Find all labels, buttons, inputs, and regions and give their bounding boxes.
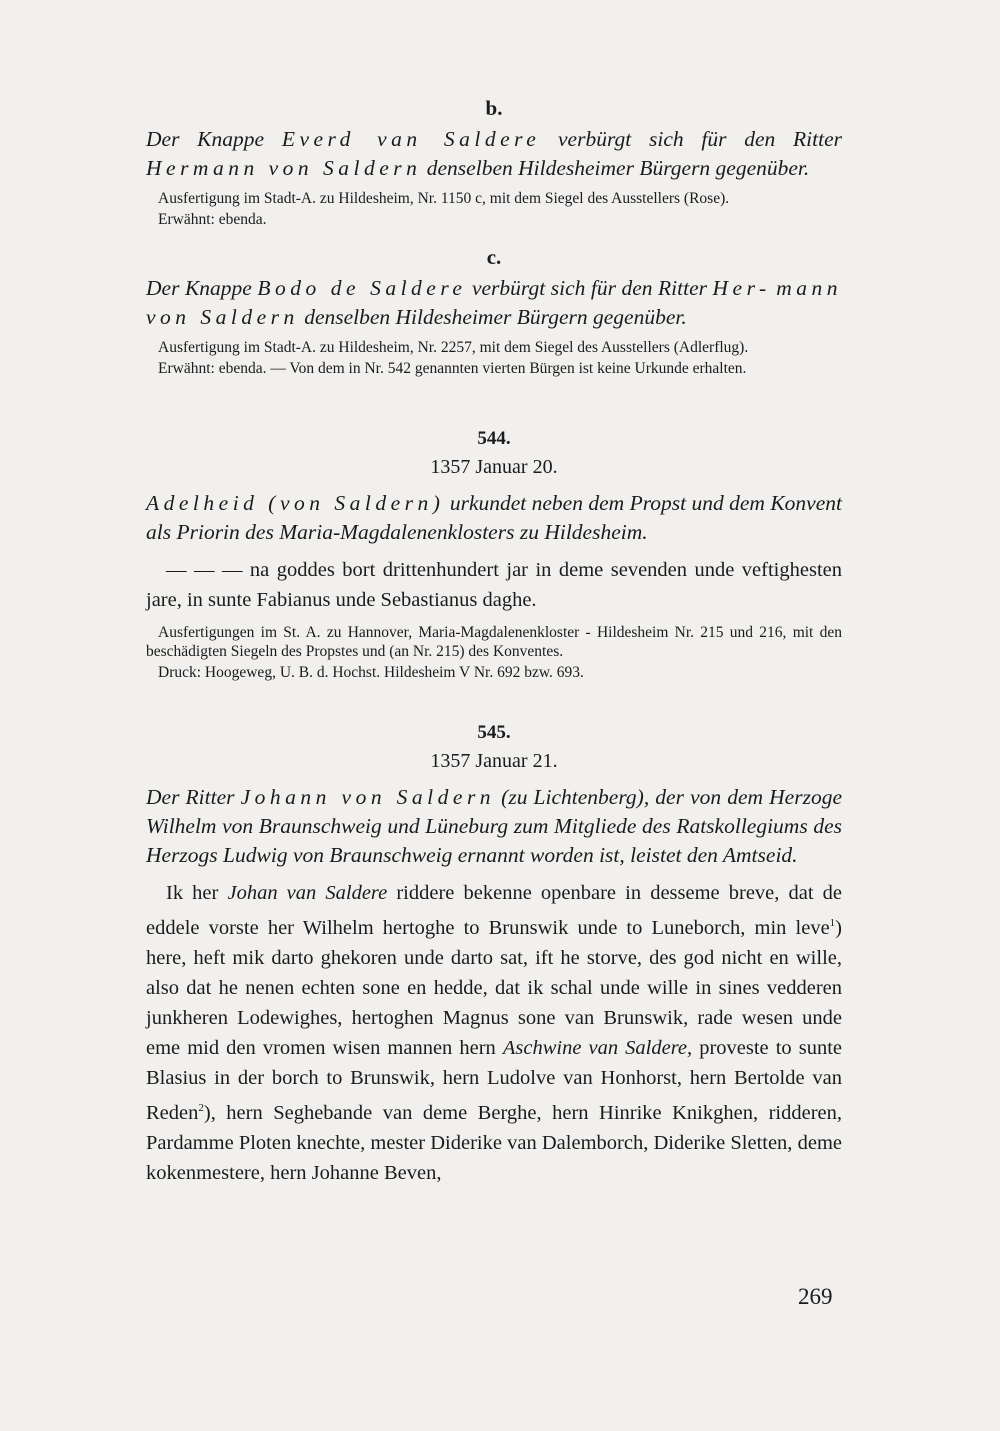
print-note: Druck: Hoogeweg, U. B. d. Hochst. Hildesheim V Nr. 692 bzw. 693. (158, 664, 584, 681)
heading-text: verbürgt sich für den Ritter (466, 276, 713, 300)
heading-name: Adelheid (von Saldern) (146, 491, 445, 515)
section-label-c: c. (486, 245, 502, 269)
name-italic: Johan van Saldere (227, 882, 388, 904)
heading-text: denselben Hildesheimer Bürgern gegenüber. (421, 156, 810, 180)
page-content (146, 96, 842, 1188)
heading-name: mann von Saldern (146, 276, 842, 329)
page-number: 269 (798, 1284, 833, 1309)
source-note: Ausfertigung im Stadt-A. zu Hildesheim, Nr. 2257, mit dem Siegel des Ausstellers (Adlerflug). (158, 339, 749, 356)
section-c-heading (146, 274, 842, 332)
heading-name: Johann von Saldern (240, 785, 496, 809)
footnote-ref: 1 (829, 917, 836, 929)
document-544-heading (146, 489, 842, 547)
heading-text: Der Ritter (146, 785, 241, 809)
text-run: riddere bekenne openbare in desseme breve, dat de eddele vorste her Wilhelm hertoghe to Brunswik unde to Luneborch, min leve (146, 882, 842, 939)
heading-text: denselben Hildesheimer Bürgern gegenüber. (298, 305, 687, 329)
heading-name: Her- (712, 276, 771, 300)
heading-name: Everd van Saldere (281, 127, 541, 151)
document-date-545: 1357 Januar 21. (430, 750, 558, 772)
section-label-b: b. (485, 96, 503, 120)
text-run: ), hern Seghebande van deme Berghe, hern Hinrike Knikghen, ridderen, Pardamme Ploten knechte, mester Diderike van Dalemborch, Diderike Sletten, deme kokenmestere, hern Johanne Beven, (146, 1101, 842, 1184)
mention-note: Erwähnt: ebenda. — Von dem in Nr. 542 genannten vierten Bürgen ist keine Urkunde erhalten. (158, 360, 747, 377)
document-545-text (146, 878, 842, 1188)
heading-name: Hermann von Saldern (146, 156, 422, 180)
text-run: proveste to sunte Blasius in der borch to Brunswik, hern Ludolve van Honhorst, hern Bertolde van Reden (146, 1036, 842, 1124)
mention-note: Erwähnt: ebenda. (158, 211, 267, 228)
heading-text: Der Knappe (146, 276, 258, 300)
heading-text: verbürgt sich für den Ritter (540, 127, 842, 151)
text-run: ) here, heft mik darto ghekoren unde darto sat, ift he storve, des god nicht en wille, also dat he nenen echten sone en hedde, dat ik schal unde wille in sines vedderen junkheren Lodewighes, hertoghen Magnus sone van Brunswik, rade wesen unde eme mid den vromen wisen mannen hern (146, 916, 842, 1059)
heading-text: Der Knappe (146, 127, 282, 151)
heading-text: (zu Lichtenberg), der von dem Herzoge Wilhelm von Braunschweig und Lüneburg zum Mitgliede des Ratskollegiums des Herzogs Ludwig von Braunschweig ernannt worden ist, leistet den Amtseid. (146, 785, 842, 867)
document-date-544: 1357 Januar 20. (430, 456, 558, 478)
document-545-heading (146, 783, 842, 870)
footnote-ref: 2 (198, 1101, 204, 1114)
source-note: Ausfertigungen im St. A. zu Hannover, Maria-Magdalenenkloster - Hildesheim Nr. 215 und 216, mit den beschädigten Siegeln des Propstes und (an Nr. 215) des Konventes. (146, 624, 842, 660)
section-b-heading (146, 125, 842, 183)
name-italic: Aschwine van Saldere, (502, 1036, 693, 1059)
document-544-text: — — — na goddes bort drittenhundert jar in deme sevenden unde veftighesten jare, in sunte Fabianus unde Sebastianus daghe. (146, 559, 842, 611)
heading-name: Bodo de Saldere (257, 276, 467, 300)
heading-text: urkundet neben dem Propst und dem Konvent als Priorin des Maria-Magdalenenklosters zu Hildesheim. (146, 491, 842, 544)
document-number-544: 544. (477, 428, 511, 449)
source-note: Ausfertigung im Stadt-A. zu Hildesheim, Nr. 1150 c, mit dem Siegel des Ausstellers (Rose). (158, 190, 730, 207)
text-run: Ik her (166, 882, 228, 904)
document-number-545: 545. (477, 722, 511, 743)
